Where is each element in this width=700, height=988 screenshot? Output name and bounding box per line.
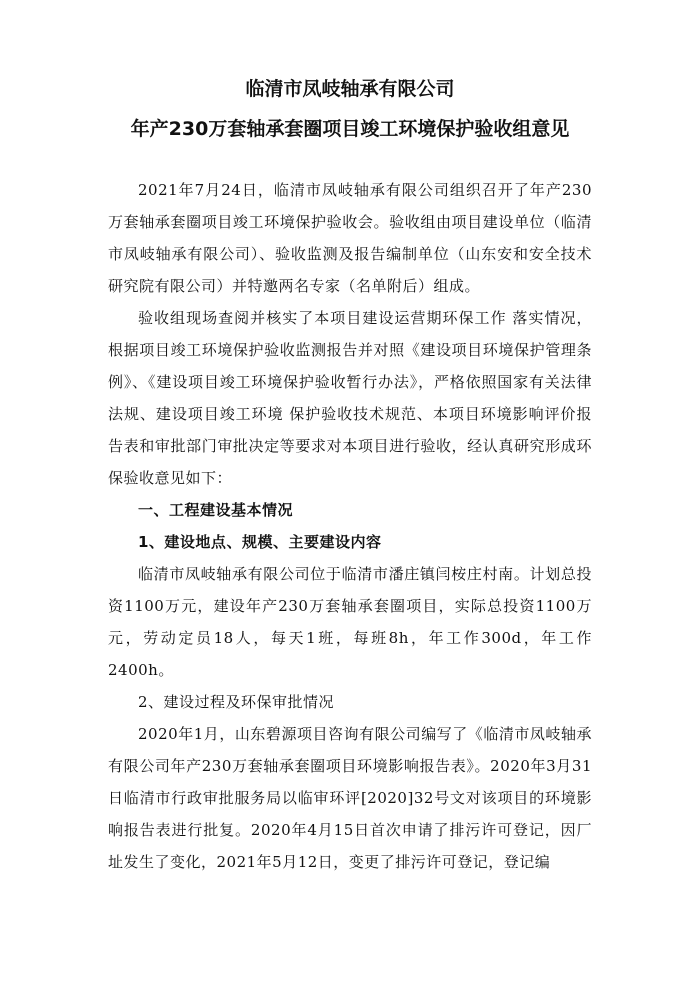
subsection-heading-approval: 2、建设过程及环保审批情况 bbox=[138, 693, 335, 711]
paragraph-inspection: 验收组现场查阅并核实了本项目建设运营期环保工作 落实情况，根据项目竣工环境保护验收监测报告并对照《建设项目环境保护管理条例》、《建设项目竣工环境保护验收暂行办法》，严格依照国家有关法律法规、建设项目竣工环境 保护验收技术规范、本项目环境影响评价报告表和审批部门审批决定等要求对本项目进行验收，经认真研究形成环保验收意见如下： bbox=[108, 309, 592, 487]
paragraph-approval: 2020年1月，山东碧源项目咨询有限公司编写了《临清市凤岐轴承有限公司年产230万套轴承套圈项目环境影响报告表》。2020年3月31日临清市行政审批服务局以临审环评[2020]32号文对该项目的环境影响报告表进行批复。2020年4月15日首次申请了排污许可登记，因厂址发生了变化，2021年5月12日，变更了排污许可登记，登记编 bbox=[108, 725, 592, 871]
paragraph-intro: 2021年7月24日，临清市凤岐轴承有限公司组织召开了年产230万套轴承套圈项目竣工环境保护验收会。验收组由项目建设单位（临清市凤岐轴承有限公司）、验收监测及报告编制单位（山东安和安全技术研究院有限公司）并特邀两名专家（名单附后）组成。 bbox=[108, 181, 592, 295]
section-heading-1: 一、工程建设基本情况 bbox=[138, 501, 294, 519]
document-body bbox=[108, 174, 592, 878]
paragraph-location: 临清市凤岐轴承有限公司位于临清市潘庄镇闫桉庄村南。计划总投资1100万元，建设年产230万套轴承套圈项目，实际总投资1100万元，劳动定员18人，每天1班，每班8h，年工作300d，年工作2400h。 bbox=[108, 565, 592, 679]
document-title-subject: 年产230万套轴承套圈项目竣工环境保护验收组意见 bbox=[130, 118, 570, 140]
document-title-company: 临清市凤岐轴承有限公司 bbox=[245, 78, 455, 100]
subsection-heading-location: 1、建设地点、规模、主要建设内容 bbox=[138, 533, 382, 551]
